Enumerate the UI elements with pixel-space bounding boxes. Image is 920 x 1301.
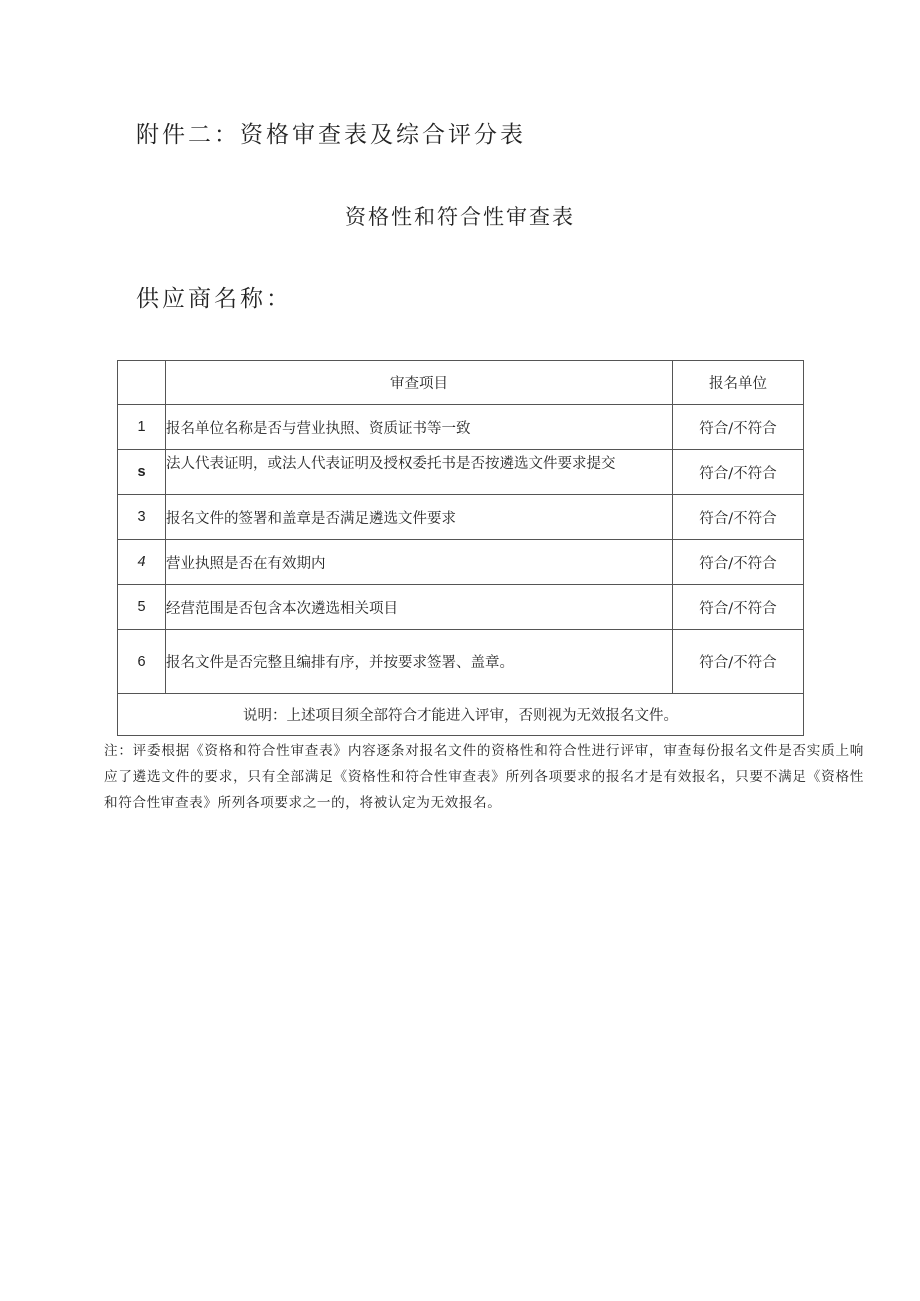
attachment-title: 附件二：资格审查表及综合评分表 (136, 122, 526, 148)
supplier-name-label: 供应商名称： (136, 286, 292, 312)
header-number (118, 361, 166, 405)
row-number: s (118, 450, 166, 495)
table-row (118, 450, 804, 495)
table-header-row (118, 361, 804, 405)
header-review-item: 审查项目 (166, 361, 673, 405)
table-row (118, 630, 804, 694)
row-number: 6 (118, 630, 166, 694)
row-item: 法人代表证明，或法人代表证明及授权委托书是否按遴选文件要求提交 (166, 450, 673, 495)
row-number: 1 (118, 405, 166, 450)
row-result: 符合/不符合 (673, 495, 804, 540)
review-table (117, 360, 804, 736)
row-number: 4 (118, 540, 166, 585)
row-item: 报名文件是否完整且编排有序，并按要求签署、盖章。 (166, 630, 673, 694)
table-note-row (118, 694, 804, 736)
row-result: 符合/不符合 (673, 630, 804, 694)
form-title: 资格性和符合性审查表 (345, 205, 575, 229)
footnote: 注：评委根据《资格和符合性审查表》内容逐条对报名文件的资格性和符合性进行评审，审查每份报名文件是否实质上响应了遴选文件的要求，只有全部满足《资格性和符合性审查表》所列各项要求的报名才是有效报名，只要不满足《资格性和符合性审查表》所列各项要求之一的，将被认定为无效报名。 (104, 743, 864, 811)
row-item: 经营范围是否包含本次遴选相关项目 (166, 585, 673, 630)
row-number: 3 (118, 495, 166, 540)
table-row (118, 585, 804, 630)
row-result: 符合/不符合 (673, 540, 804, 585)
table-row (118, 540, 804, 585)
table-note: 说明：上述项目须全部符合才能进入评审，否则视为无效报名文件。 (118, 694, 804, 736)
row-item: 报名单位名称是否与营业执照、资质证书等一致 (166, 405, 673, 450)
row-number: 5 (118, 585, 166, 630)
row-result: 符合/不符合 (673, 450, 804, 495)
row-result: 符合/不符合 (673, 405, 804, 450)
row-result: 符合/不符合 (673, 585, 804, 630)
table-row (118, 405, 804, 450)
table-row (118, 495, 804, 540)
header-applicant-unit: 报名单位 (673, 361, 804, 405)
row-item: 营业执照是否在有效期内 (166, 540, 673, 585)
row-item: 报名文件的签署和盖章是否满足遴选文件要求 (166, 495, 673, 540)
